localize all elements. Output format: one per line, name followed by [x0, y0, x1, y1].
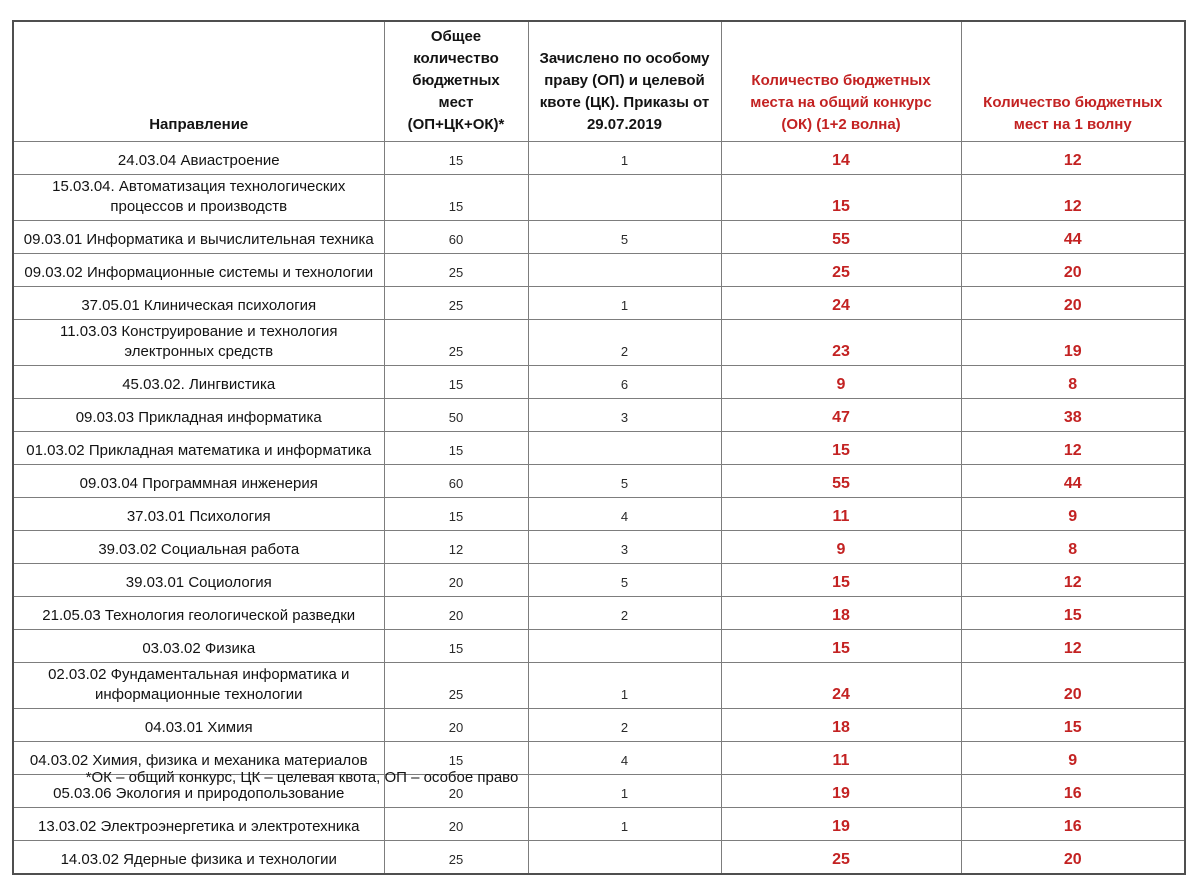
total-places-cell: 25	[384, 663, 528, 709]
general-competition-places-cell: 14	[721, 142, 961, 175]
footnote: *ОК – общий конкурс, ЦК – целевая квота, ОП – особое право	[85, 769, 519, 786]
table-row	[13, 221, 1185, 254]
first-wave-places-cell: 20	[961, 841, 1185, 875]
table-row	[13, 663, 1185, 709]
total-places-cell: 15	[384, 498, 528, 531]
total-places-cell: 20	[384, 564, 528, 597]
general-competition-places-cell: 11	[721, 498, 961, 531]
table-row	[13, 630, 1185, 663]
direction-cell: 02.03.02 Фундаментальная информатика и информационные технологии	[13, 663, 384, 709]
direction-cell: 37.03.01 Психология	[13, 498, 384, 531]
general-competition-places-cell: 11	[721, 742, 961, 775]
first-wave-places-cell: 16	[961, 775, 1185, 808]
total-places-cell: 15	[384, 742, 528, 775]
direction-cell: 03.03.02 Физика	[13, 630, 384, 663]
general-competition-places-cell: 18	[721, 597, 961, 630]
enrolled-special-quota-cell: 6	[528, 366, 721, 399]
enrolled-special-quota-cell: 1	[528, 287, 721, 320]
direction-cell: 09.03.04 Программная инженерия	[13, 465, 384, 498]
table-row	[13, 498, 1185, 531]
total-places-cell: 15	[384, 432, 528, 465]
general-competition-places-cell: 9	[721, 366, 961, 399]
first-wave-places-cell: 20	[961, 287, 1185, 320]
general-competition-places-cell: 9	[721, 531, 961, 564]
enrolled-special-quota-cell	[528, 841, 721, 875]
enrolled-special-quota-cell: 3	[528, 399, 721, 432]
header-first-wave-places: Количество бюджетных мест на 1 волну	[961, 21, 1185, 142]
first-wave-places-cell: 12	[961, 564, 1185, 597]
enrolled-special-quota-cell: 5	[528, 564, 721, 597]
direction-cell: 04.03.01 Химия	[13, 709, 384, 742]
first-wave-places-cell: 20	[961, 663, 1185, 709]
table-row	[13, 320, 1185, 366]
general-competition-places-cell: 15	[721, 564, 961, 597]
first-wave-places-cell: 12	[961, 630, 1185, 663]
general-competition-places-cell: 25	[721, 841, 961, 875]
table-row	[13, 366, 1185, 399]
general-competition-places-cell: 55	[721, 221, 961, 254]
total-places-cell: 25	[384, 320, 528, 366]
table-row	[13, 465, 1185, 498]
direction-cell: 39.03.02 Социальная работа	[13, 531, 384, 564]
enrolled-special-quota-cell	[528, 175, 721, 221]
table-row	[13, 175, 1185, 221]
first-wave-places-cell: 15	[961, 597, 1185, 630]
table-row	[13, 432, 1185, 465]
general-competition-places-cell: 15	[721, 630, 961, 663]
total-places-cell: 60	[384, 221, 528, 254]
enrolled-special-quota-cell: 3	[528, 531, 721, 564]
header-direction: Направление	[13, 21, 384, 142]
table-row	[13, 531, 1185, 564]
enrolled-special-quota-cell: 1	[528, 808, 721, 841]
general-competition-places-cell: 18	[721, 709, 961, 742]
direction-cell: 09.03.03 Прикладная информатика	[13, 399, 384, 432]
table-row	[13, 597, 1185, 630]
general-competition-places-cell: 15	[721, 432, 961, 465]
total-places-cell: 12	[384, 531, 528, 564]
first-wave-places-cell: 8	[961, 531, 1185, 564]
first-wave-places-cell: 44	[961, 221, 1185, 254]
enrolled-special-quota-cell: 4	[528, 498, 721, 531]
total-places-cell: 20	[384, 709, 528, 742]
enrolled-special-quota-cell	[528, 630, 721, 663]
direction-cell: 37.05.01 Клиническая психология	[13, 287, 384, 320]
general-competition-places-cell: 47	[721, 399, 961, 432]
first-wave-places-cell: 44	[961, 465, 1185, 498]
direction-cell: 13.03.02 Электроэнергетика и электротехника	[13, 808, 384, 841]
total-places-cell: 25	[384, 254, 528, 287]
total-places-cell: 20	[384, 808, 528, 841]
table-row	[13, 142, 1185, 175]
table-row	[13, 808, 1185, 841]
direction-cell: 15.03.04. Автоматизация технологических процессов и производств	[13, 175, 384, 221]
general-competition-places-cell: 24	[721, 287, 961, 320]
first-wave-places-cell: 9	[961, 498, 1185, 531]
direction-cell: 45.03.02. Лингвистика	[13, 366, 384, 399]
general-competition-places-cell: 19	[721, 808, 961, 841]
first-wave-places-cell: 16	[961, 808, 1185, 841]
enrolled-special-quota-cell: 2	[528, 597, 721, 630]
enrolled-special-quota-cell: 1	[528, 775, 721, 808]
first-wave-places-cell: 20	[961, 254, 1185, 287]
table-header-row	[13, 21, 1185, 142]
first-wave-places-cell: 38	[961, 399, 1185, 432]
enrolled-special-quota-cell	[528, 254, 721, 287]
enrolled-special-quota-cell: 2	[528, 320, 721, 366]
general-competition-places-cell: 23	[721, 320, 961, 366]
table-row	[13, 287, 1185, 320]
direction-cell: 14.03.02 Ядерные физика и технологии	[13, 841, 384, 875]
direction-cell: 39.03.01 Социология	[13, 564, 384, 597]
direction-cell: 05.03.06 Экология и природопользование	[13, 775, 384, 808]
first-wave-places-cell: 19	[961, 320, 1185, 366]
first-wave-places-cell: 9	[961, 742, 1185, 775]
table-row	[13, 399, 1185, 432]
enrolled-special-quota-cell: 5	[528, 465, 721, 498]
enrolled-special-quota-cell: 5	[528, 221, 721, 254]
enrolled-special-quota-cell	[528, 432, 721, 465]
table-row	[13, 564, 1185, 597]
direction-cell: 09.03.01 Информатика и вычислительная техника	[13, 221, 384, 254]
direction-cell: 09.03.02 Информационные системы и технологии	[13, 254, 384, 287]
total-places-cell: 60	[384, 465, 528, 498]
header-total-budget-places: Общее количество бюджетных мест (ОП+ЦК+ОК)*	[384, 21, 528, 142]
enrolled-special-quota-cell: 1	[528, 663, 721, 709]
enrolled-special-quota-cell: 4	[528, 742, 721, 775]
admissions-table	[12, 20, 1186, 875]
total-places-cell: 20	[384, 775, 528, 808]
enrolled-special-quota-cell: 1	[528, 142, 721, 175]
enrolled-special-quota-cell: 2	[528, 709, 721, 742]
general-competition-places-cell: 19	[721, 775, 961, 808]
general-competition-places-cell: 25	[721, 254, 961, 287]
total-places-cell: 15	[384, 175, 528, 221]
table-body	[13, 142, 1185, 875]
first-wave-places-cell: 12	[961, 175, 1185, 221]
total-places-cell: 15	[384, 142, 528, 175]
header-enrolled-special-quota: Зачислено по особому праву (ОП) и целевой квоте (ЦК). Приказы от 29.07.2019	[528, 21, 721, 142]
total-places-cell: 15	[384, 366, 528, 399]
header-general-competition-places: Количество бюджетных места на общий конкурс (ОК) (1+2 волна)	[721, 21, 961, 142]
first-wave-places-cell: 12	[961, 432, 1185, 465]
direction-cell: 04.03.02 Химия, физика и механика материалов	[13, 742, 384, 775]
general-competition-places-cell: 15	[721, 175, 961, 221]
total-places-cell: 50	[384, 399, 528, 432]
table-row	[13, 254, 1185, 287]
direction-cell: 01.03.02 Прикладная математика и информатика	[13, 432, 384, 465]
direction-cell: 11.03.03 Конструирование и технология электронных средств	[13, 320, 384, 366]
direction-cell: 24.03.04 Авиастроение	[13, 142, 384, 175]
total-places-cell: 25	[384, 841, 528, 875]
table-row	[13, 841, 1185, 875]
first-wave-places-cell: 12	[961, 142, 1185, 175]
total-places-cell: 15	[384, 630, 528, 663]
first-wave-places-cell: 8	[961, 366, 1185, 399]
table-row	[13, 709, 1185, 742]
direction-cell: 21.05.03 Технология геологической разведки	[13, 597, 384, 630]
general-competition-places-cell: 24	[721, 663, 961, 709]
total-places-cell: 20	[384, 597, 528, 630]
first-wave-places-cell: 15	[961, 709, 1185, 742]
general-competition-places-cell: 55	[721, 465, 961, 498]
total-places-cell: 25	[384, 287, 528, 320]
